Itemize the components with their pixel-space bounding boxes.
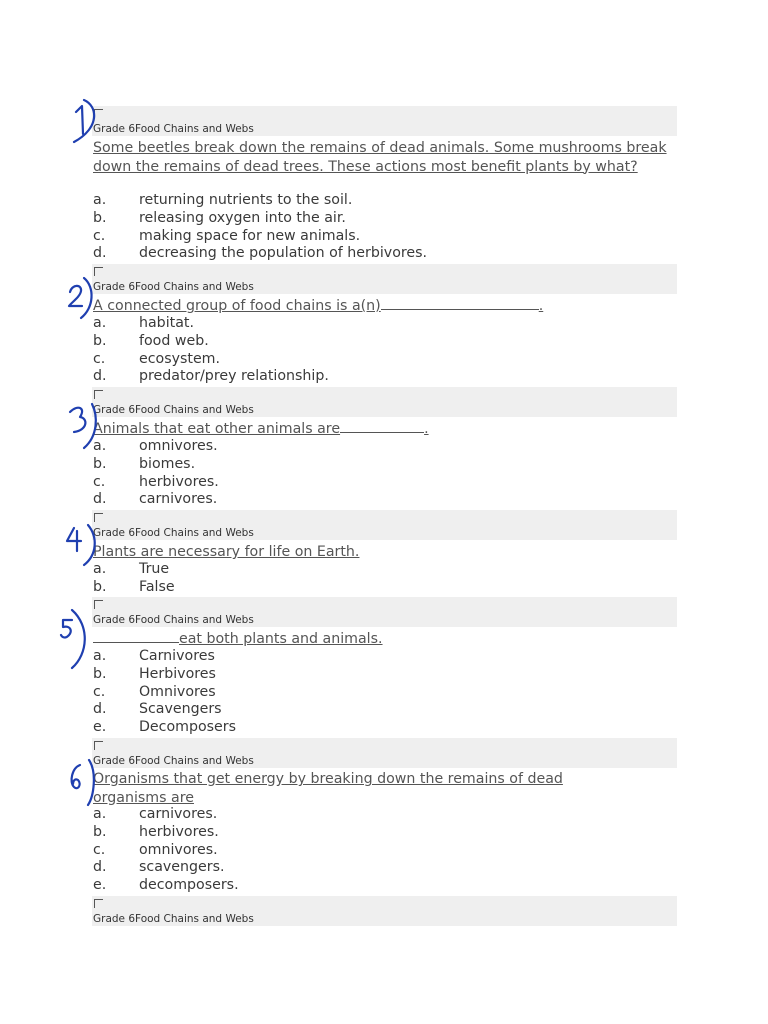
option-a[interactable] xyxy=(93,438,219,456)
option-text: herbivores. xyxy=(139,823,219,840)
option-text: ecosystem. xyxy=(139,350,221,367)
subject-label: Grade 6Food Chains and Webs xyxy=(93,123,254,135)
option-text: carnivores. xyxy=(139,806,218,822)
option-letter: a. xyxy=(93,561,107,577)
option-d[interactable] xyxy=(93,701,236,719)
option-letter: c. xyxy=(93,683,106,700)
option-d[interactable] xyxy=(93,245,427,263)
option-c[interactable] xyxy=(93,474,219,492)
subject-label: Grade 6Food Chains and Webs xyxy=(93,755,254,767)
option-d[interactable] xyxy=(93,859,239,877)
option-letter: a. xyxy=(93,192,107,208)
option-letter: d. xyxy=(93,491,107,508)
option-c[interactable] xyxy=(93,842,239,860)
option-text: returning nutrients to the soil. xyxy=(139,192,353,208)
answer-blank xyxy=(340,432,424,433)
option-d[interactable] xyxy=(93,368,329,386)
option-letter: d. xyxy=(93,701,107,718)
option-letter: c. xyxy=(93,350,106,367)
option-text: habitat. xyxy=(139,315,194,331)
question-header xyxy=(92,510,677,540)
option-text: False xyxy=(139,578,175,595)
option-letter: b. xyxy=(93,665,107,682)
checkbox-icon[interactable] xyxy=(94,600,103,609)
option-e[interactable] xyxy=(93,877,239,895)
answer-blank xyxy=(93,642,179,643)
answer-options xyxy=(93,438,219,509)
question-header xyxy=(92,896,677,926)
option-text: Herbivores xyxy=(139,665,216,682)
option-text: biomes. xyxy=(139,455,196,472)
checkbox-icon[interactable] xyxy=(94,741,103,750)
option-text: making space for new animals. xyxy=(139,227,361,244)
question-header xyxy=(92,597,677,627)
question-text-start: Animals that eat other animals are xyxy=(93,421,341,437)
question-text: Plants are necessary for life on Earth. xyxy=(93,544,360,560)
option-b[interactable] xyxy=(93,456,219,474)
option-c[interactable] xyxy=(93,228,427,246)
option-b[interactable] xyxy=(93,333,329,351)
option-a[interactable] xyxy=(93,192,427,210)
option-text: releasing oxygen into the air. xyxy=(139,209,346,226)
checkbox-icon[interactable] xyxy=(94,390,103,399)
subject-label: Grade 6Food Chains and Webs xyxy=(93,404,254,416)
option-text: True xyxy=(139,561,170,577)
option-letter: b. xyxy=(93,455,107,472)
question-text-end: . xyxy=(538,298,544,314)
option-text: Omnivores xyxy=(139,683,216,700)
option-b[interactable] xyxy=(93,666,236,684)
question-text: Organisms that get energy by breaking down the remains of dead organisms are xyxy=(93,771,563,806)
subject-label: Grade 6Food Chains and Webs xyxy=(93,527,254,539)
question-header xyxy=(92,738,677,768)
handwritten-number-2 xyxy=(69,278,92,318)
option-letter: b. xyxy=(93,209,107,226)
handwritten-number-4 xyxy=(67,525,95,565)
handwritten-number-5 xyxy=(61,610,85,668)
checkbox-icon[interactable] xyxy=(94,109,103,118)
option-a[interactable] xyxy=(93,315,329,333)
option-letter: a. xyxy=(93,315,107,331)
option-text: Decomposers xyxy=(139,719,236,736)
option-letter: e. xyxy=(93,719,107,736)
subject-label: Grade 6Food Chains and Webs xyxy=(93,281,254,293)
question-header xyxy=(92,387,677,417)
question-text: Some beetles break down the remains of dead animals. Some mushrooms break down the remains of dead trees. These actions most benefit plants by what? xyxy=(93,140,667,175)
option-text: decreasing the population of herbivores. xyxy=(139,245,428,262)
checkbox-icon[interactable] xyxy=(94,513,103,522)
option-text: Scavengers xyxy=(139,701,222,718)
checkbox-icon[interactable] xyxy=(94,899,103,908)
option-b[interactable] xyxy=(93,210,427,228)
option-b[interactable] xyxy=(93,824,239,842)
option-letter: c. xyxy=(93,227,106,244)
answer-options xyxy=(93,561,175,597)
option-text: scavengers. xyxy=(139,859,225,876)
option-letter: b. xyxy=(93,332,107,349)
option-c[interactable] xyxy=(93,684,236,702)
answer-options xyxy=(93,192,427,263)
option-d[interactable] xyxy=(93,491,219,509)
option-letter: b. xyxy=(93,578,107,595)
option-letter: c. xyxy=(93,473,106,490)
option-a[interactable] xyxy=(93,561,175,579)
option-letter: d. xyxy=(93,368,107,385)
option-text: Carnivores xyxy=(139,648,215,664)
option-letter: e. xyxy=(93,877,107,894)
option-b[interactable] xyxy=(93,579,175,597)
option-letter: d. xyxy=(93,859,107,876)
option-letter: a. xyxy=(93,438,107,454)
question-text xyxy=(93,420,683,439)
option-text: food web. xyxy=(139,332,209,349)
option-text: predator/prey relationship. xyxy=(139,368,329,385)
answer-options xyxy=(93,315,329,386)
question-text-start: A connected group of food chains is a(n) xyxy=(93,298,381,314)
question-header xyxy=(92,106,677,136)
subject-label: Grade 6Food Chains and Webs xyxy=(93,614,254,626)
question-text-end: . xyxy=(424,421,429,437)
option-letter: b. xyxy=(93,823,107,840)
option-text: carnivores. xyxy=(139,491,218,508)
subject-label: Grade 6Food Chains and Webs xyxy=(93,913,254,925)
question-text-end: eat both plants and animals. xyxy=(179,631,383,647)
option-text: herbivores. xyxy=(139,473,219,490)
question-text xyxy=(93,297,683,316)
handwritten-number-6 xyxy=(72,760,94,805)
option-e[interactable] xyxy=(93,719,236,737)
answer-options xyxy=(93,806,239,895)
answer-blank xyxy=(381,309,539,310)
option-a[interactable] xyxy=(93,806,239,824)
question-text xyxy=(93,630,683,649)
option-text: omnivores. xyxy=(139,841,218,858)
question-header xyxy=(92,264,677,294)
checkbox-icon[interactable] xyxy=(94,267,103,276)
option-text: decomposers. xyxy=(139,877,239,894)
option-text: omnivores. xyxy=(139,438,218,454)
option-c[interactable] xyxy=(93,351,329,369)
option-letter: c. xyxy=(93,841,106,858)
option-letter: a. xyxy=(93,806,107,822)
option-letter: a. xyxy=(93,648,107,664)
answer-options xyxy=(93,648,236,737)
option-letter: d. xyxy=(93,245,107,262)
option-a[interactable] xyxy=(93,648,236,666)
